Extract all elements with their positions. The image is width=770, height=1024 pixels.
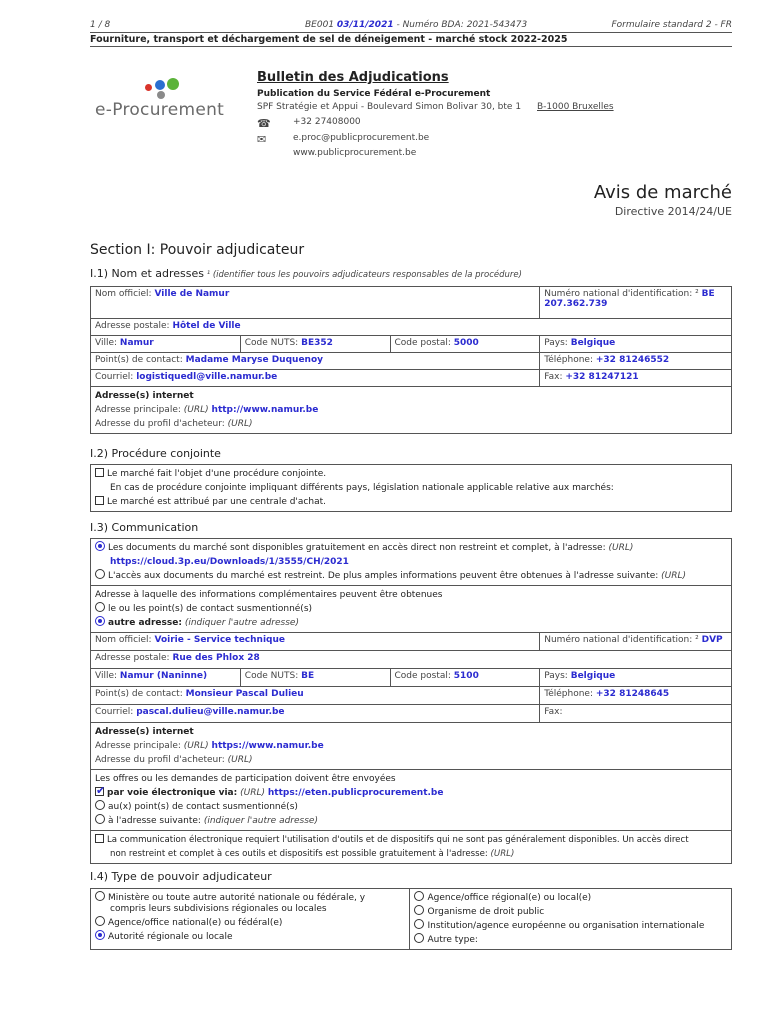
subsection-i2-title: I.2) Procédure conjointe — [90, 447, 221, 460]
subsection-i1-title: I.1) Nom et adresses ¹ (identifier tous les pouvoirs adjudicateurs responsables de la procédure) — [90, 267, 522, 280]
field-pays-2: Pays: Belgique — [540, 669, 732, 687]
field-contact-2: Point(s) de contact: Monsieur Pascal Dulieu — [91, 687, 540, 705]
radio[interactable] — [95, 891, 105, 901]
option-type-organisme[interactable]: Organisme de droit public — [414, 905, 727, 919]
field-courriel-2: Courriel: pascal.dulieu@ville.namur.be — [91, 705, 540, 723]
notice-subtitle: Fourniture, transport et déchargement de sel de déneigement - marché stock 2022-2025 — [90, 32, 732, 47]
radio-selected[interactable] — [95, 930, 105, 940]
bulletin-title[interactable]: Bulletin des Adjudications — [257, 70, 449, 85]
field-telephone: Téléphone: +32 81246552 — [540, 353, 732, 370]
page-header — [90, 20, 732, 32]
option-type-autorite-regionale[interactable]: Autorité régionale ou locale — [95, 930, 405, 944]
field-fax: Fax: +32 81247121 — [540, 370, 732, 387]
directive: Directive 2014/24/UE — [614, 205, 732, 218]
send-title: Les offres ou les demandes de participation doivent être envoyées — [95, 774, 396, 784]
logo-dot-blue — [155, 80, 165, 90]
publisher-address: SPF Stratégie et Appui - Boulevard Simon Bolivar 30, bte 1 B-1000 Bruxelles — [257, 102, 614, 112]
field-internet: Adresse(s) internet Adresse principale: (URL) http://www.namur.be Adresse du profil d'acheteur: (URL) — [91, 387, 732, 434]
option-type-institution[interactable]: Institution/agence européenne ou organisation internationale — [414, 919, 727, 933]
field-code-postal-2: Code postal: 5100 — [390, 669, 540, 687]
envelope-icon: ✉ — [257, 133, 267, 146]
radio[interactable] — [414, 891, 424, 901]
checkbox[interactable] — [95, 468, 104, 477]
field-nom-officiel-2: Nom officiel: Voirie - Service technique — [91, 633, 540, 651]
option-info-other[interactable]: autre adresse: (indiquer l'autre adresse) — [95, 616, 727, 630]
radio[interactable] — [95, 602, 105, 612]
radio[interactable] — [95, 800, 105, 810]
radio-selected[interactable] — [95, 541, 105, 551]
publisher-service: Publication du Service Fédéral e-Procurement — [257, 89, 491, 99]
option-type-agence-nationale[interactable]: Agence/office national(e) ou fédéral(e) — [95, 916, 405, 930]
field-national-id-2: Numéro national d'identification: ² DVP — [540, 633, 732, 651]
info-procedure-conjointe: En cas de procédure conjointe impliquant différents pays, législation nationale applicable relative aux marchés: — [110, 483, 614, 493]
publisher-web[interactable]: www.publicprocurement.be — [293, 148, 417, 158]
field-telephone-2: Téléphone: +32 81248645 — [540, 687, 732, 705]
radio[interactable] — [95, 569, 105, 579]
logo-dot-green — [167, 78, 179, 90]
table-i1-contacts — [90, 286, 732, 434]
docs-url[interactable]: https://cloud.3p.eu/Downloads/1/3555/CH/2021 — [110, 557, 349, 567]
field-ville: Ville: Namur — [91, 336, 241, 353]
section-title: Section I: Pouvoir adjudicateur — [90, 242, 305, 258]
option-type-ministere[interactable]: Ministère ou toute autre autorité nationale ou fédérale, y — [95, 891, 405, 905]
field-national-id: Numéro national d'identification: ² BE 207.362.739 — [540, 287, 732, 319]
option-centrale-achat[interactable]: Le marché est attribué par une centrale d'achat. — [95, 495, 727, 509]
option-ecomm[interactable]: La communication électronique requiert l'utilisation d'outils et de dispositifs qui ne sont pas généralement disponibles. Un accès direct — [95, 833, 727, 847]
field-internet-2: Adresse(s) internet Adresse principale: (URL) https://www.namur.be Adresse du profil d'acheteur: (URL) — [91, 723, 732, 770]
subsection-i3-title: I.3) Communication — [90, 521, 199, 534]
page-number: 1 / 8 — [90, 20, 111, 30]
field-code-nuts: Code NUTS: BE352 — [240, 336, 390, 353]
field-fax-2: Fax: — [540, 705, 732, 723]
phone-fax-icon: ☎ — [257, 117, 271, 130]
option-type-agence-regionale[interactable]: Agence/office régional(e) ou local(e) — [414, 891, 727, 905]
document-title: Avis de marché — [593, 182, 732, 203]
field-ville-2: Ville: Namur (Naninne) — [91, 669, 241, 687]
option-send-other[interactable]: à l'adresse suivante: (indiquer l'autre adresse) — [95, 814, 727, 828]
checkbox[interactable] — [95, 834, 104, 843]
field-code-postal: Code postal: 5000 — [390, 336, 540, 353]
option-type-autre[interactable]: Autre type: — [414, 933, 727, 947]
checkbox[interactable] — [95, 496, 104, 505]
radio[interactable] — [414, 933, 424, 943]
logo-word: e-Procurement — [95, 100, 225, 120]
field-nom-officiel: Nom officiel: Ville de Namur — [91, 287, 540, 319]
publisher-city[interactable]: B-1000 Bruxelles — [537, 102, 614, 112]
field-adresse-postale: Adresse postale: Hôtel de Ville — [91, 319, 732, 336]
option-send-electronic[interactable]: ✔par voie électronique via: (URL) https://eten.publicprocurement.be — [95, 786, 727, 800]
option-docs-restricted[interactable]: L'accès aux documents du marché est restreint. De plus amples informations peuvent être obtenues à l'adresse suivante: (URL) — [95, 569, 727, 583]
option-docs-free[interactable]: Les documents du marché sont disponibles gratuitement en accès direct non restreint et complet, à l'adresse: (URL) — [95, 541, 727, 555]
option-send-contact[interactable]: au(x) point(s) de contact susmentionné(s) — [95, 800, 727, 814]
publisher-phone: ☎ +32 27408000 — [257, 117, 361, 130]
table-i3: Les documents du marché sont disponibles gratuitement en accès direct non restreint et complet, à l'adresse: (URL) https://cloud.3p.eu/Downloads/1/3555/CH/2021 L'accès aux documents du marché est restreint. De plus amples informations peuvent être obtenues à l'adresse suivante: (URL) Adresse à laquelle des informations complémentaires peuvent être obtenues le ou les point(s) de contact susmentionné(s) autre adresse: (indiquer l'autre adresse) Nom officiel: Voirie - Service technique Numéro national d'identification: ² DVP Adresse postale: Rue des Phlox 28 Ville: Namur (Naninne) Code NUTS: BE Code postal: 5100 Pays: Belgique Point(s) de contact: Monsieur Pascal Dulieu Téléphone: +32 81248645 Courriel: pascal.dulieu@ville.namur.be Fax: Adresse(s) internet Adresse principale: (URL) https://www.namur.be Adresse du profil d'acheteur: (URL) Les offres ou les demandes de participation doivent être envoyées ✔par voie électronique via: (URL) https://eten.publicprocurement.be au(x) point(s) de contact susmentionné(s) à l'adresse suivante: (indiquer l'autre adresse) La communication électronique requiert l'utilisation d'outils et de dispositifs qui ne sont pas généralement disponibles. Un accès direct non restreint et complet à ces outils et dispositifs est possible gratuitement à l'adresse: (URL) — [90, 538, 732, 864]
option-procedure-conjointe[interactable]: Le marché fait l'objet d'une procédure conjointe. — [95, 467, 727, 481]
publisher-email[interactable]: ✉ e.proc@publicprocurement.be — [257, 133, 430, 146]
info-address-title: Adresse à laquelle des informations complémentaires peuvent être obtenues — [95, 590, 443, 600]
field-code-nuts-2: Code NUTS: BE — [240, 669, 390, 687]
reference: BE001 03/11/2021 - Numéro BDA: 2021-543473 — [305, 20, 528, 30]
logo-dot-red — [145, 84, 152, 91]
field-adresse-postale-2: Adresse postale: Rue des Phlox 28 — [91, 651, 732, 669]
logo-dot-grey — [157, 91, 165, 99]
radio[interactable] — [95, 814, 105, 824]
field-pays: Pays: Belgique — [540, 336, 732, 353]
checkbox-checked[interactable] — [95, 787, 104, 796]
table-i2 — [90, 464, 732, 512]
reference-date: 03/11/2021 — [336, 20, 394, 30]
eprocurement-logo — [95, 78, 225, 128]
field-courriel: Courriel: logistiquedl@ville.namur.be — [91, 370, 540, 387]
subsection-i4-title: I.4) Type de pouvoir adjudicateur — [90, 870, 272, 883]
radio[interactable] — [414, 919, 424, 929]
form-label: Formulaire standard 2 - FR — [611, 20, 732, 30]
radio-selected[interactable] — [95, 616, 105, 626]
radio[interactable] — [414, 905, 424, 915]
field-contact: Point(s) de contact: Madame Maryse Duquenoy — [91, 353, 540, 370]
table-i4: Ministère ou toute autre autorité nationale ou fédérale, y compris leurs subdivisions régionales ou locales Agence/office national(e) ou fédéral(e) Autorité régionale ou locale Agence/office régional(e) ou local(e) Organisme de droit public Institution/agence européenne ou organisation internationale Autre type: — [90, 888, 732, 950]
option-info-contact[interactable]: le ou les point(s) de contact susmentionné(s) — [95, 602, 727, 616]
radio[interactable] — [95, 916, 105, 926]
